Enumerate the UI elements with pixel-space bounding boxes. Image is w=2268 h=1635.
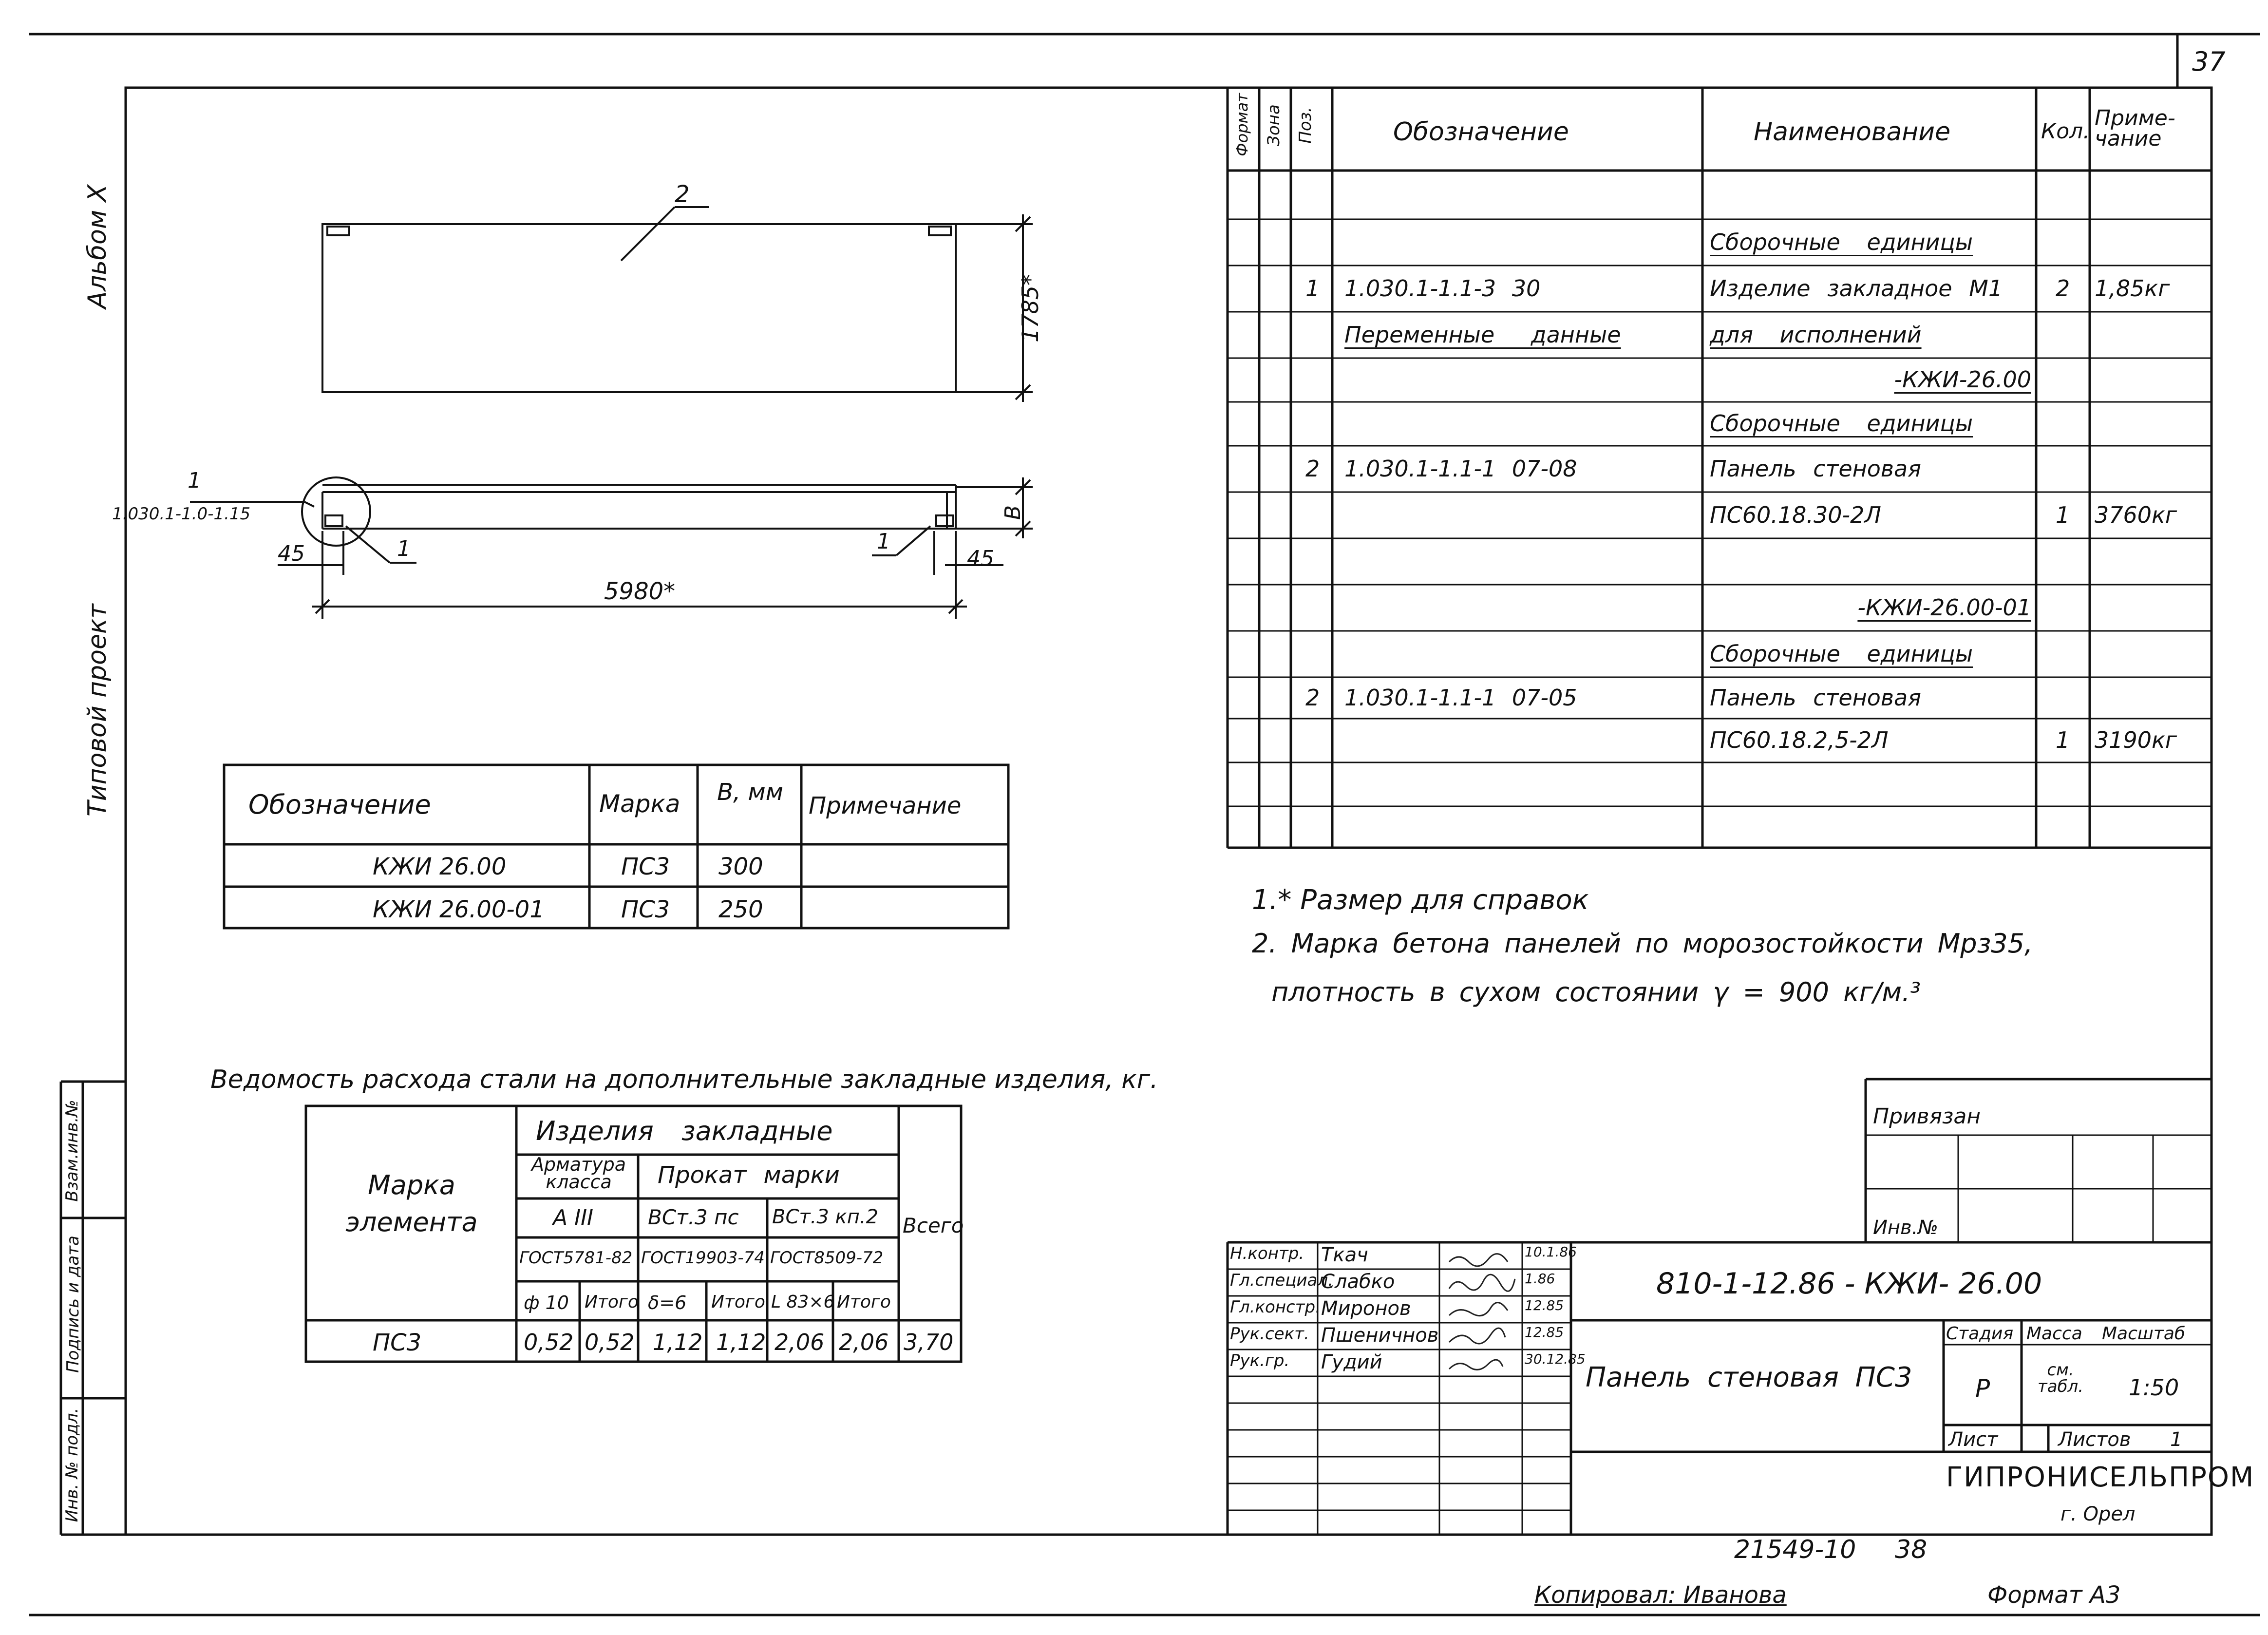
stage-value: Р xyxy=(1975,1374,1990,1403)
steel-grade-vst3kp2: ВСт.3 кп.2 xyxy=(772,1206,879,1228)
steel-row-mark: ПС3 xyxy=(373,1329,422,1356)
steel-table-title: Ведомость расхода стали на дополнительные закладные изделия, кг. xyxy=(210,1065,1158,1094)
staff-name: Слабко xyxy=(1321,1271,1395,1293)
callout-1-right: 1 xyxy=(877,529,890,554)
spec-header-pos: Поз. xyxy=(1296,107,1315,144)
staff-date: 30.12.85 xyxy=(1525,1351,1586,1367)
variant-header-b: B, мм xyxy=(717,779,783,806)
signature-mark xyxy=(1449,1328,1505,1344)
spec-cell-des: 1.030.1-1.1-1 07-08 xyxy=(1344,455,1577,482)
steel-mark-header: Марка элемента xyxy=(345,1170,478,1237)
spec-cell-pos: 1 xyxy=(1305,275,1320,302)
steel-row-cell: 0,52 xyxy=(585,1329,635,1355)
steel-sub-phi10: ф 10 xyxy=(524,1292,569,1313)
footer-number: 21549-10 xyxy=(1734,1535,1856,1564)
steel-sub-delta6: δ=6 xyxy=(648,1292,687,1313)
sheet-header: Лист xyxy=(1948,1428,1998,1451)
callout-1: 1 xyxy=(188,468,201,493)
steel-total-header: Всего xyxy=(903,1214,964,1237)
callout-1-left: 1 xyxy=(397,536,411,561)
spec-header-zone: Зона xyxy=(1264,104,1284,146)
staff-date: 12.85 xyxy=(1525,1297,1564,1313)
staff-name: Миронов xyxy=(1321,1297,1411,1320)
spec-header-name: Наименование xyxy=(1754,117,1951,147)
spec-cell-des: 1.030.1-1.1-3 30 xyxy=(1344,275,1541,302)
format-label: Формат А3 xyxy=(1987,1581,2121,1609)
signature-mark xyxy=(1449,1303,1508,1316)
spec-cell-name: Панель стеновая xyxy=(1710,684,1921,711)
variant-header-designation: Обозначение xyxy=(248,789,431,820)
steel-grade-a3: А III xyxy=(553,1205,594,1230)
variant-cell: ПС3 xyxy=(621,853,670,880)
staff-role: Гл.констр. xyxy=(1230,1297,1321,1317)
spec-cell-name: ПС60.18.30-2Л xyxy=(1710,501,1882,528)
steel-sub-itogo: Итого xyxy=(711,1292,765,1312)
inv-podl-label: Инв. № подл. xyxy=(62,1407,82,1522)
staff-role: Рук.сект. xyxy=(1230,1324,1309,1344)
variant-cell: КЖИ 26.00 xyxy=(373,853,507,880)
staff-name: Ткач xyxy=(1321,1244,1368,1266)
variant-cell: КЖИ 26.00-01 xyxy=(373,896,545,923)
sheets-header: Листов xyxy=(2058,1428,2131,1451)
spec-cell-name: -КЖИ-26.00 xyxy=(1894,366,2031,393)
privyazan-label: Привязан xyxy=(1873,1104,1981,1129)
spec-cell-qty: 1 xyxy=(2056,501,2070,528)
spec-header-note: Приме-чание xyxy=(2095,106,2175,151)
dim-45-left: 45 xyxy=(278,541,305,566)
steel-row-total: 3,70 xyxy=(904,1329,954,1355)
staff-role: Гл.специал. xyxy=(1230,1271,1333,1290)
note-2a: 2. Марка бетона панелей по морозостойкости Мрз35, xyxy=(1252,928,2033,959)
steel-gost-2: ГОСТ19903-74 xyxy=(641,1248,765,1268)
staff-date: 12.85 xyxy=(1525,1324,1564,1340)
steel-gost-1: ГОСТ5781-82 xyxy=(519,1248,633,1268)
staff-date: 10.1.86 xyxy=(1525,1244,1577,1260)
variant-header-mark: Марка xyxy=(599,790,680,818)
staff-date: 1.86 xyxy=(1525,1271,1555,1287)
spec-header-format: Формат xyxy=(1233,93,1251,156)
staff-name: Пшеничнов xyxy=(1321,1324,1439,1347)
spec-cell-des: 1.030.1-1.1-1 07-05 xyxy=(1344,684,1577,711)
note-2b: плотность в сухом состоянии γ = 900 кг/м.³ xyxy=(1271,977,1921,1008)
organization-city: г. Орел xyxy=(2060,1503,2136,1525)
steel-rebar-header: Арматура класса xyxy=(531,1154,626,1193)
mass-value: см. табл. xyxy=(2037,1360,2084,1396)
scale-value: 1:50 xyxy=(2129,1374,2179,1401)
spec-header-qty: Кол. xyxy=(2041,119,2090,144)
signature-mark xyxy=(1449,1274,1515,1291)
spec-cell-qty: 2 xyxy=(2056,275,2070,302)
steel-sub-l83x6: L 83×6 xyxy=(771,1292,835,1312)
spec-cell-note: 3760кг xyxy=(2095,501,2177,528)
organization-name: ГИПРОНИСЕЛЬПРОМ xyxy=(1946,1462,2255,1493)
steel-gost-3: ГОСТ8509-72 xyxy=(770,1248,884,1268)
spec-header-designation: Обозначение xyxy=(1393,117,1569,147)
steel-rolled-header: Прокат марки xyxy=(658,1161,840,1189)
stage-header: Стадия xyxy=(1946,1324,2014,1344)
copied-by: Копировал: Иванова xyxy=(1534,1581,1787,1609)
steel-sub-itogo: Итого xyxy=(837,1292,891,1312)
spec-cell-name: ПС60.18.2,5-2Л xyxy=(1710,727,1889,753)
spec-cell-name: -КЖИ-26.00-01 xyxy=(1857,594,2031,621)
typical-project-label: Типовой проект xyxy=(83,604,112,817)
callout-2: 2 xyxy=(675,181,690,208)
spec-cell-name: Сборочные единицы xyxy=(1710,228,1973,255)
spec-cell-pos: 2 xyxy=(1305,684,1320,711)
spec-cell-qty: 1 xyxy=(2056,727,2070,753)
steel-group-header: Изделия закладные xyxy=(536,1116,833,1146)
spec-cell-name: Сборочные единицы xyxy=(1710,640,1973,667)
staff-role: Рук.гр. xyxy=(1230,1351,1290,1370)
staff-name: Гудий xyxy=(1321,1351,1382,1373)
steel-sub-itogo: Итого xyxy=(585,1292,639,1312)
drawing-title: Панель стеновая ПС3 xyxy=(1586,1362,1912,1393)
variant-cell: 300 xyxy=(718,853,763,880)
staff-role: Н.контр. xyxy=(1230,1244,1304,1263)
spec-cell-name: Изделие закладное М1 xyxy=(1710,275,2003,302)
vzam-inv-label: Взам.инв.№ xyxy=(62,1100,82,1202)
note-1: 1.* Размер для справок xyxy=(1252,884,1589,916)
dim-height-1785: 1785* xyxy=(1017,274,1043,343)
scale-header: Масштаб xyxy=(2102,1324,2186,1344)
footer-page: 38 xyxy=(1895,1535,1928,1564)
spec-cell-name: для исполнений xyxy=(1710,321,1922,348)
variant-header-note: Примечание xyxy=(809,792,962,819)
variant-cell: 250 xyxy=(718,896,763,923)
reference-code: 1.030.1-1.0-1.15 xyxy=(112,504,251,524)
steel-row-cell: 2,06 xyxy=(839,1329,889,1355)
mass-header: Масса xyxy=(2026,1324,2082,1344)
album-label: Альбом X xyxy=(83,184,112,309)
variant-cell: ПС3 xyxy=(621,896,670,923)
spec-cell-pos: 2 xyxy=(1305,455,1320,482)
spec-cell-des: Переменные данные xyxy=(1344,321,1621,348)
steel-row-cell: 1,12 xyxy=(716,1329,766,1355)
spec-cell-note: 3190кг xyxy=(2095,727,2177,753)
steel-row-cell: 1,12 xyxy=(653,1329,703,1355)
signature-mark xyxy=(1449,1254,1508,1266)
sheet-number: 37 xyxy=(2192,46,2226,77)
spec-cell-name: Сборочные единицы xyxy=(1710,410,1973,437)
steel-grade-vst3ps: ВСт.3 пс xyxy=(648,1205,739,1229)
document-code: 810-1-12.86 - КЖИ- 26.00 xyxy=(1656,1267,2042,1301)
spec-cell-name: Панель стеновая xyxy=(1710,455,1921,482)
steel-row-cell: 0,52 xyxy=(524,1329,574,1355)
dim-B: B xyxy=(1001,505,1025,520)
dim-length-5980: 5980* xyxy=(604,578,676,605)
sign-date-label: Подпись и дата xyxy=(63,1236,83,1373)
inv-no-label: Инв.№ xyxy=(1873,1217,1938,1239)
spec-cell-note: 1,85кг xyxy=(2095,275,2170,302)
signature-mark xyxy=(1449,1360,1503,1369)
dim-45-right: 45 xyxy=(967,546,994,571)
steel-row-cell: 2,06 xyxy=(775,1329,825,1355)
sheets-value: 1 xyxy=(2170,1428,2183,1451)
